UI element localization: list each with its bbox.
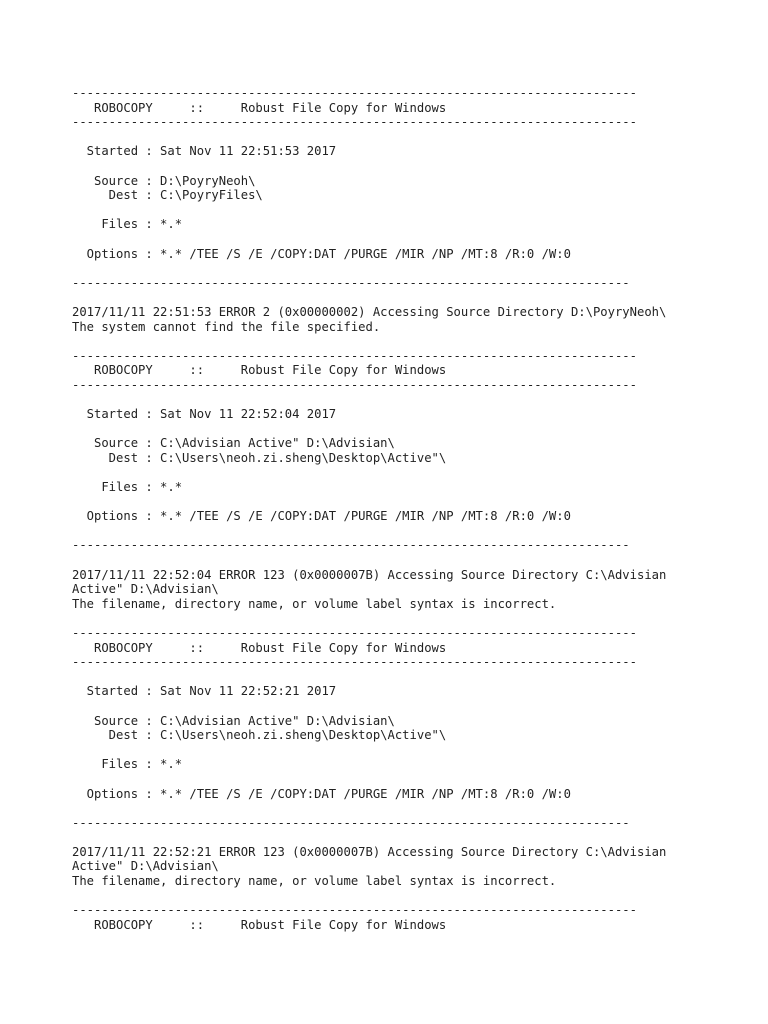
log-line: ----------------------------------------------------------------------------- (72, 348, 637, 363)
log-line: 2017/11/11 22:52:04 ERROR 123 (0x0000007B) Accessing Source Directory C:\Advisian (72, 567, 667, 582)
log-line: ----------------------------------------------------------------------------- (72, 377, 637, 392)
log-line: Source : C:\Advisian Active" D:\Advisian\ (72, 713, 395, 728)
log-line: ----------------------------------------------------------------------------- (72, 115, 637, 130)
log-line (72, 611, 666, 626)
log-line: ----------------------------------------------------------------------------- (72, 655, 637, 670)
log-line (72, 422, 666, 437)
log-line (72, 334, 666, 349)
log-line (72, 159, 666, 174)
log-line: ROBOCOPY :: Robust File Copy for Windows (72, 100, 447, 115)
log-line: 2017/11/11 22:51:53 ERROR 2 (0x00000002) Accessing Source Directory D:\PoyryNeoh\ (72, 304, 667, 319)
log-line: ---------------------------------------------------------------------------- (72, 275, 630, 290)
log-line (72, 553, 666, 568)
log-line (72, 392, 666, 407)
log-line: ---------------------------------------------------------------------------- (72, 538, 630, 553)
log-line: The system cannot find the file specified. (72, 319, 381, 334)
log-line (72, 524, 666, 539)
log-line: Active" D:\Advisian\ (72, 859, 219, 874)
log-line: Options : *.* /TEE /S /E /COPY:DAT /PURGE /MIR /NP /MT:8 /R:0 /W:0 (72, 509, 571, 524)
log-line: ROBOCOPY :: Robust File Copy for Windows (72, 640, 447, 655)
log-line (72, 261, 666, 276)
log-line (72, 772, 666, 787)
log-line: Files : *.* (72, 480, 183, 495)
log-line: Dest : C:\Users\neoh.zi.sheng\Desktop\Active"\ (72, 728, 447, 743)
log-line (72, 830, 666, 845)
log-line (72, 670, 666, 685)
log-line: Dest : C:\PoyryFiles\ (72, 188, 263, 203)
log-line (72, 801, 666, 816)
log-line (72, 495, 666, 510)
log-line: ----------------------------------------------------------------------------- (72, 625, 637, 640)
log-line (72, 203, 666, 218)
log-line: Active" D:\Advisian\ (72, 582, 219, 597)
log-line (72, 232, 666, 247)
log-line: ---------------------------------------------------------------------------- (72, 815, 630, 830)
log-line (72, 465, 666, 480)
robocopy-log-text (72, 86, 666, 932)
log-line: ----------------------------------------------------------------------------- (72, 903, 637, 918)
log-line: Options : *.* /TEE /S /E /COPY:DAT /PURGE /MIR /NP /MT:8 /R:0 /W:0 (72, 786, 571, 801)
log-line: Started : Sat Nov 11 22:52:04 2017 (72, 407, 337, 422)
log-line: The filename, directory name, or volume label syntax is incorrect. (72, 874, 557, 889)
log-line: Dest : C:\Users\neoh.zi.sheng\Desktop\Active"\ (72, 450, 447, 465)
log-line (72, 889, 666, 904)
log-line: ROBOCOPY :: Robust File Copy for Windows (72, 917, 447, 932)
log-line: Source : D:\PoyryNeoh\ (72, 173, 256, 188)
log-line: The filename, directory name, or volume label syntax is incorrect. (72, 596, 557, 611)
log-line: Files : *.* (72, 217, 183, 232)
log-line (72, 130, 666, 145)
log-line: Started : Sat Nov 11 22:51:53 2017 (72, 144, 337, 159)
log-line: ROBOCOPY :: Robust File Copy for Windows (72, 363, 447, 378)
log-line (72, 699, 666, 714)
log-line: Options : *.* /TEE /S /E /COPY:DAT /PURGE /MIR /NP /MT:8 /R:0 /W:0 (72, 246, 571, 261)
log-line: Source : C:\Advisian Active" D:\Advisian\ (72, 436, 395, 451)
log-line: ----------------------------------------------------------------------------- (72, 86, 637, 100)
log-line (72, 743, 666, 758)
log-line: Files : *.* (72, 757, 183, 772)
log-line: Started : Sat Nov 11 22:52:21 2017 (72, 684, 337, 699)
log-line (72, 290, 666, 305)
log-line: 2017/11/11 22:52:21 ERROR 123 (0x0000007B) Accessing Source Directory C:\Advisian (72, 844, 667, 859)
